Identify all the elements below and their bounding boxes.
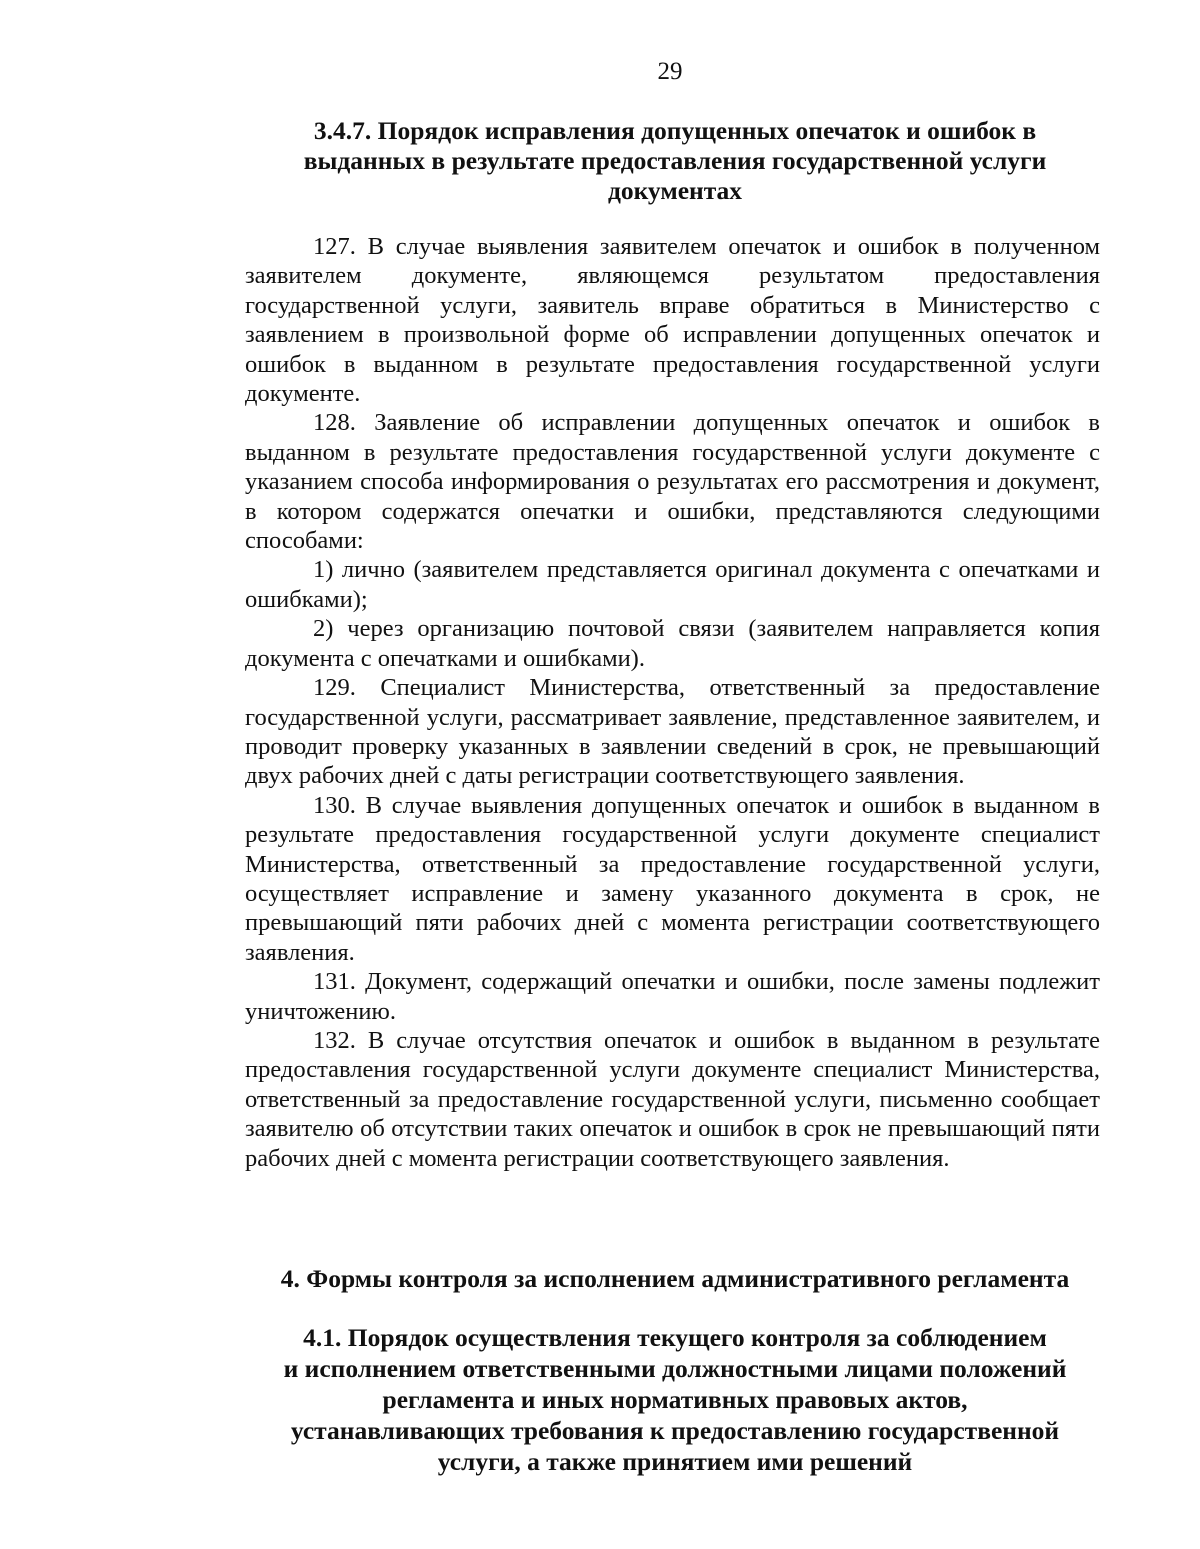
section-4-heading — [250, 1264, 1100, 1294]
heading-line: и исполнением ответственными должностными лицами положений — [283, 1354, 1067, 1383]
paragraph-132: 132. В случае отсутствия опечаток и ошибок в выданном в результате предоставления государственной услуги документе специалист Министерства, ответственный за предоставление государственной услуги, письменно сообщает заявителю об отсутствии таких опечаток и ошибок в срок не превышающий пяти рабочих дней с момента регистрации соответствующего заявления. — [245, 1026, 1100, 1172]
paragraph-127: 127. В случае выявления заявителем опечаток и ошибок в полученном заявителем документе, являющемся результатом предоставления государственной услуги, заявитель вправе обратиться в Министерство с заявлением в произвольной форме об исправлении допущенных опечаток и ошибок в выданном в результате предоставления государственной услуги документе. — [245, 233, 1100, 408]
heading-line: регламента и иных нормативных правовых актов, — [382, 1385, 968, 1414]
paragraph-130: 130. В случае выявления допущенных опечаток и ошибок в выданном в результате предоставления государственной услуги документе специалист Министерства, ответственный за предоставление государственной услуги, осуществляет исправление и замену указанного документа в срок, не превышающий пяти рабочих дней с момента регистрации соответствующего заявления. — [245, 791, 1100, 966]
section-4-1-heading — [250, 1322, 1100, 1477]
paragraph-129: 129. Специалист Министерства, ответственный за предоставление государственной услуги, рассматривает заявление, представленное заявителем, и проводит проверку указанных в заявлении сведений в срок, не превышающий двух рабочих дней с даты регистрации соответствующего заявления. — [245, 674, 1100, 790]
paragraph-131: 131. Документ, содержащий опечатки и ошибки, после замены подлежит уничтожению. — [245, 968, 1100, 1025]
list-item-postal: 2) через организацию почтовой связи (заявителем направляется копия документа с опечатками и ошибками). — [245, 615, 1100, 672]
section-3-4-7-heading — [250, 116, 1100, 206]
heading-line: выданных в результате предоставления государственной услуги — [303, 146, 1047, 175]
heading-line: устанавливающих требования к предоставлению государственной — [290, 1416, 1060, 1445]
list-item-personally: 1) лично (заявителем представляется оригинал документа с опечатками и ошибками); — [245, 556, 1100, 613]
heading-line: 3.4.7. Порядок исправления допущенных опечаток и ошибок в — [313, 116, 1037, 145]
heading-line: 4. Формы контроля за исполнением административного регламента — [280, 1264, 1070, 1293]
heading-line: услуги, а также принятием ими решений — [437, 1447, 913, 1476]
heading-line: 4.1. Порядок осуществления текущего контроля за соблюдением — [303, 1323, 1047, 1352]
paragraph-128: 128. Заявление об исправлении допущенных опечаток и ошибок в выданном в результате предоставления государственной услуги документе с указанием способа информирования о результатах его рассмотрения и документ, в котором содержатся опечатки и ошибки, представляются следующими способами: — [245, 409, 1100, 555]
heading-line: документах — [607, 176, 743, 205]
section-3-4-7-body — [245, 232, 1100, 1173]
page-number: 29 — [657, 58, 683, 85]
